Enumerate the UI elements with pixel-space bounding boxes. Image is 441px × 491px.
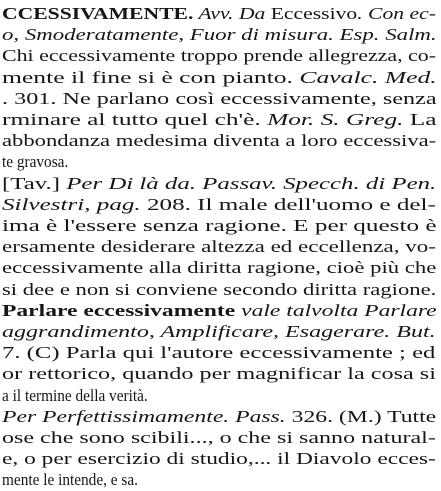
text-line <box>2 173 436 195</box>
text-span: abbondanza medesima diventa a loro eccessiva- <box>2 131 437 151</box>
text-span: 7. (C) Parla qui l'autore eccessivamente ; ed <box>2 343 436 363</box>
text-span: Chi eccessivamente troppo prende allegrezza, co- <box>2 46 437 66</box>
text-span: ima è l'essere senza ragione. E per questo è <box>2 216 437 235</box>
italic-text: . Con ec- <box>357 4 436 23</box>
text-line <box>2 24 437 46</box>
italic-text: Per Di là da. Passav. Specch. di Pen. <box>66 173 437 193</box>
text-span: [Tav.] <box>2 173 67 193</box>
text-line <box>2 45 436 67</box>
text-span: mente il fine si è con pianto. <box>2 67 300 87</box>
text-span: 208. Il male dell'uomo e del- <box>140 194 436 214</box>
text-span: Eccessivo <box>270 4 358 23</box>
italic-text: vale talvolta Parlare <box>235 300 437 320</box>
text-span: e, o per esercizio di studio,... il Diavolo ecces- <box>2 449 436 469</box>
text-span: . 301. Ne parlano così eccessivamente, senza <box>2 88 437 108</box>
text-span: or rettorico, quando per magnificar la cosa si <box>2 364 436 384</box>
italic-text: o, Smoderatamente, Fuor di misura. Esp. Salm. <box>2 25 437 45</box>
text-line <box>2 321 436 343</box>
text-line <box>2 194 436 216</box>
italic-text: Avv. Da <box>193 4 271 23</box>
text-line <box>2 130 436 152</box>
text-span: rminare al tutto quel ch'è. <box>2 110 268 129</box>
text-line <box>2 3 436 25</box>
text-line <box>2 88 437 110</box>
text-line <box>2 109 437 131</box>
text-line <box>2 342 435 364</box>
text-line <box>2 67 437 89</box>
text-line <box>2 406 436 428</box>
bold-text: CCESSIVAMENTE. <box>2 4 194 23</box>
text-span: mente le intende, e sa. <box>2 470 138 490</box>
text-span: ose che sono scibili..., o che si sanno natural- <box>2 428 436 447</box>
bold-text: Parlare eccessivamente <box>2 300 236 320</box>
text-line <box>2 448 436 470</box>
text-span: a il termine della verità. <box>2 385 148 405</box>
text-line <box>2 385 148 407</box>
text-span: si dee e non si conviene secondo diritta ragione. <box>2 279 437 299</box>
text-span: ersamente desiderare altezza ed eccellenza, vo- <box>2 237 436 257</box>
text-line <box>2 363 436 385</box>
text-span: 326. (M.) Tutte <box>285 406 437 426</box>
italic-text: Mor. S. Greg. <box>267 110 404 129</box>
text-line <box>2 236 436 258</box>
italic-text: Per Perfettissimamente. Pass. <box>2 406 286 426</box>
text-line <box>2 300 437 322</box>
text-span: eccessivamente alla diritta ragione, cioè più che <box>2 258 437 278</box>
text-line <box>2 469 138 491</box>
text-line <box>2 215 437 237</box>
italic-text: Cavalc. Med. <box>299 67 437 87</box>
text-line <box>2 151 68 173</box>
text-line <box>2 427 436 449</box>
text-line <box>2 257 436 279</box>
italic-text: Silvestri, pag. <box>2 194 141 214</box>
italic-text: aggrandimento, Amplificare, Esagerare. But. <box>2 322 436 341</box>
text-span: te gravosa. <box>2 152 69 172</box>
text-span: La <box>403 110 437 129</box>
text-line <box>2 279 436 301</box>
